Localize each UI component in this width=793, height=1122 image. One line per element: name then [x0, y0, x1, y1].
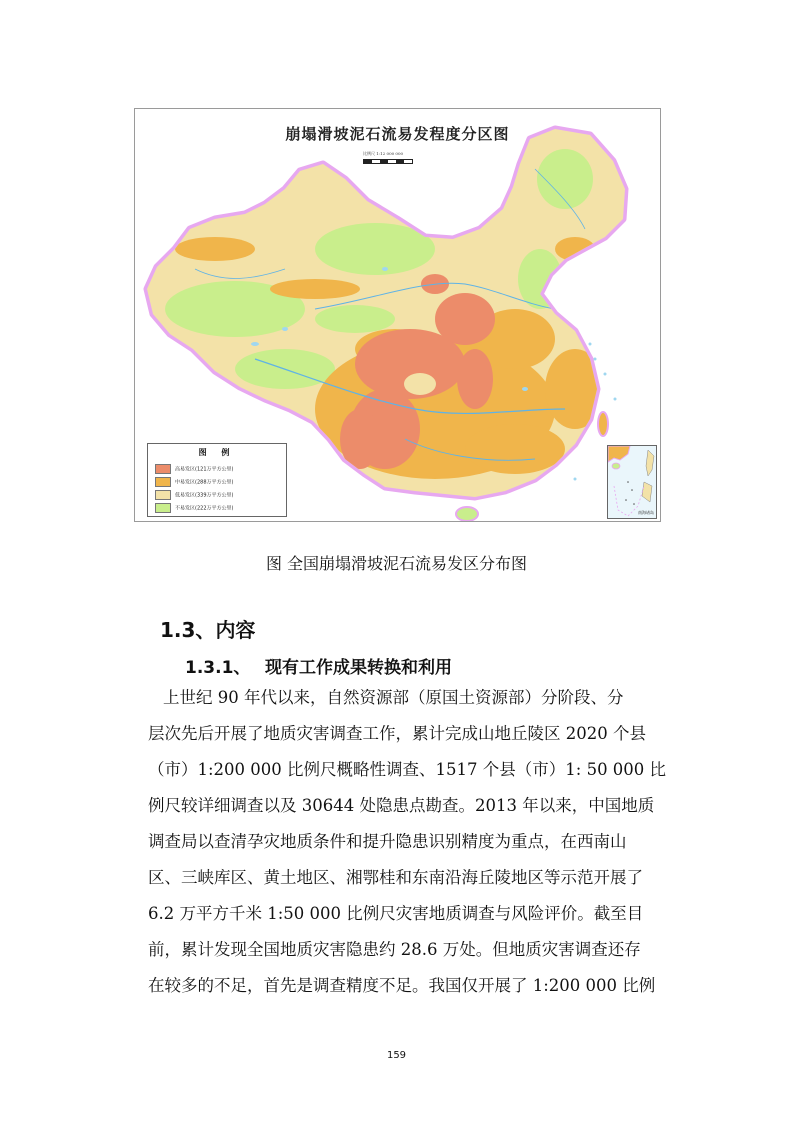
hainan-island [456, 507, 478, 521]
legend-swatch-low [155, 490, 171, 500]
legend-item-high [155, 464, 233, 474]
legend-swatch-high [155, 464, 171, 474]
scale-label: 比例尺 1:12 000 000 [363, 151, 404, 156]
page-number: 159 [386, 1050, 407, 1061]
legend-item-medium [155, 477, 233, 487]
legend-label-high: 高易发区(121万平方公里) [175, 466, 234, 473]
inset-label: 南海诸岛 [638, 510, 654, 515]
section-number: 1.3、 [160, 618, 216, 642]
south-china-sea-inset [607, 445, 657, 519]
map-title: 崩塌滑坡泥石流易发程度分区图 [285, 125, 510, 143]
paragraph-line: 层次先后开展了地质灾害调查工作，累计完成山地丘陵区 2020 个县 [148, 724, 646, 743]
hazard-map-figure [134, 108, 661, 522]
legend-label-none: 不易发区(222万平方公里) [175, 505, 234, 512]
legend-label-medium: 中易发区(288万平方公里) [175, 479, 234, 486]
paragraph-line: 6.2 万平方千米 1:50 000 比例尺灾害地质调查与风险评价。截至目 [148, 904, 644, 923]
scale-bar [363, 159, 413, 164]
figure-caption: 图 全国崩塌滑坡泥石流易发区分布图 [265, 554, 528, 573]
paragraph-line: 在较多的不足，首先是调查精度不足。我国仅开展了 1:200 000 比例 [148, 976, 656, 995]
legend-item-none [155, 503, 233, 513]
legend-swatch-medium [155, 477, 171, 487]
subsection-title: 现有工作成果转换和利用 [265, 658, 452, 678]
inset-map [608, 446, 656, 518]
section-title: 内容 [215, 618, 256, 642]
taiwan-island [598, 412, 608, 436]
legend-label-low: 低易发区(339万平方公里) [175, 492, 234, 499]
paragraph-line: 前，累计发现全国地质灾害隐患约 28.6 万处。但地质灾害调查还存 [148, 940, 641, 959]
legend-swatch-none [155, 503, 171, 513]
paragraph-line: 区、三峡库区、黄土地区、湘鄂桂和东南沿海丘陵地区等示范开展了 [148, 868, 643, 887]
paragraph-line: 上世纪 90 年代以来，自然资源部（原国土资源部）分阶段、分 [163, 688, 624, 707]
paragraph-line: （市）1:200 000 比例尺概略性调查、1517 个县（市）1: 50 000 比 [148, 760, 667, 779]
legend-title: 图 例 [198, 448, 236, 457]
section-heading [160, 614, 255, 643]
subsection-heading [185, 653, 452, 678]
map-legend [147, 443, 287, 517]
legend-item-low [155, 490, 233, 500]
paragraph-line: 例尺较详细调查以及 30644 处隐患点勘查。2013 年以来，中国地质 [148, 796, 655, 815]
subsection-number: 1.3.1、 [185, 658, 251, 678]
paragraph-line: 调查局以查清孕灾地质条件和提升隐患识别精度为重点，在西南山 [148, 832, 627, 851]
